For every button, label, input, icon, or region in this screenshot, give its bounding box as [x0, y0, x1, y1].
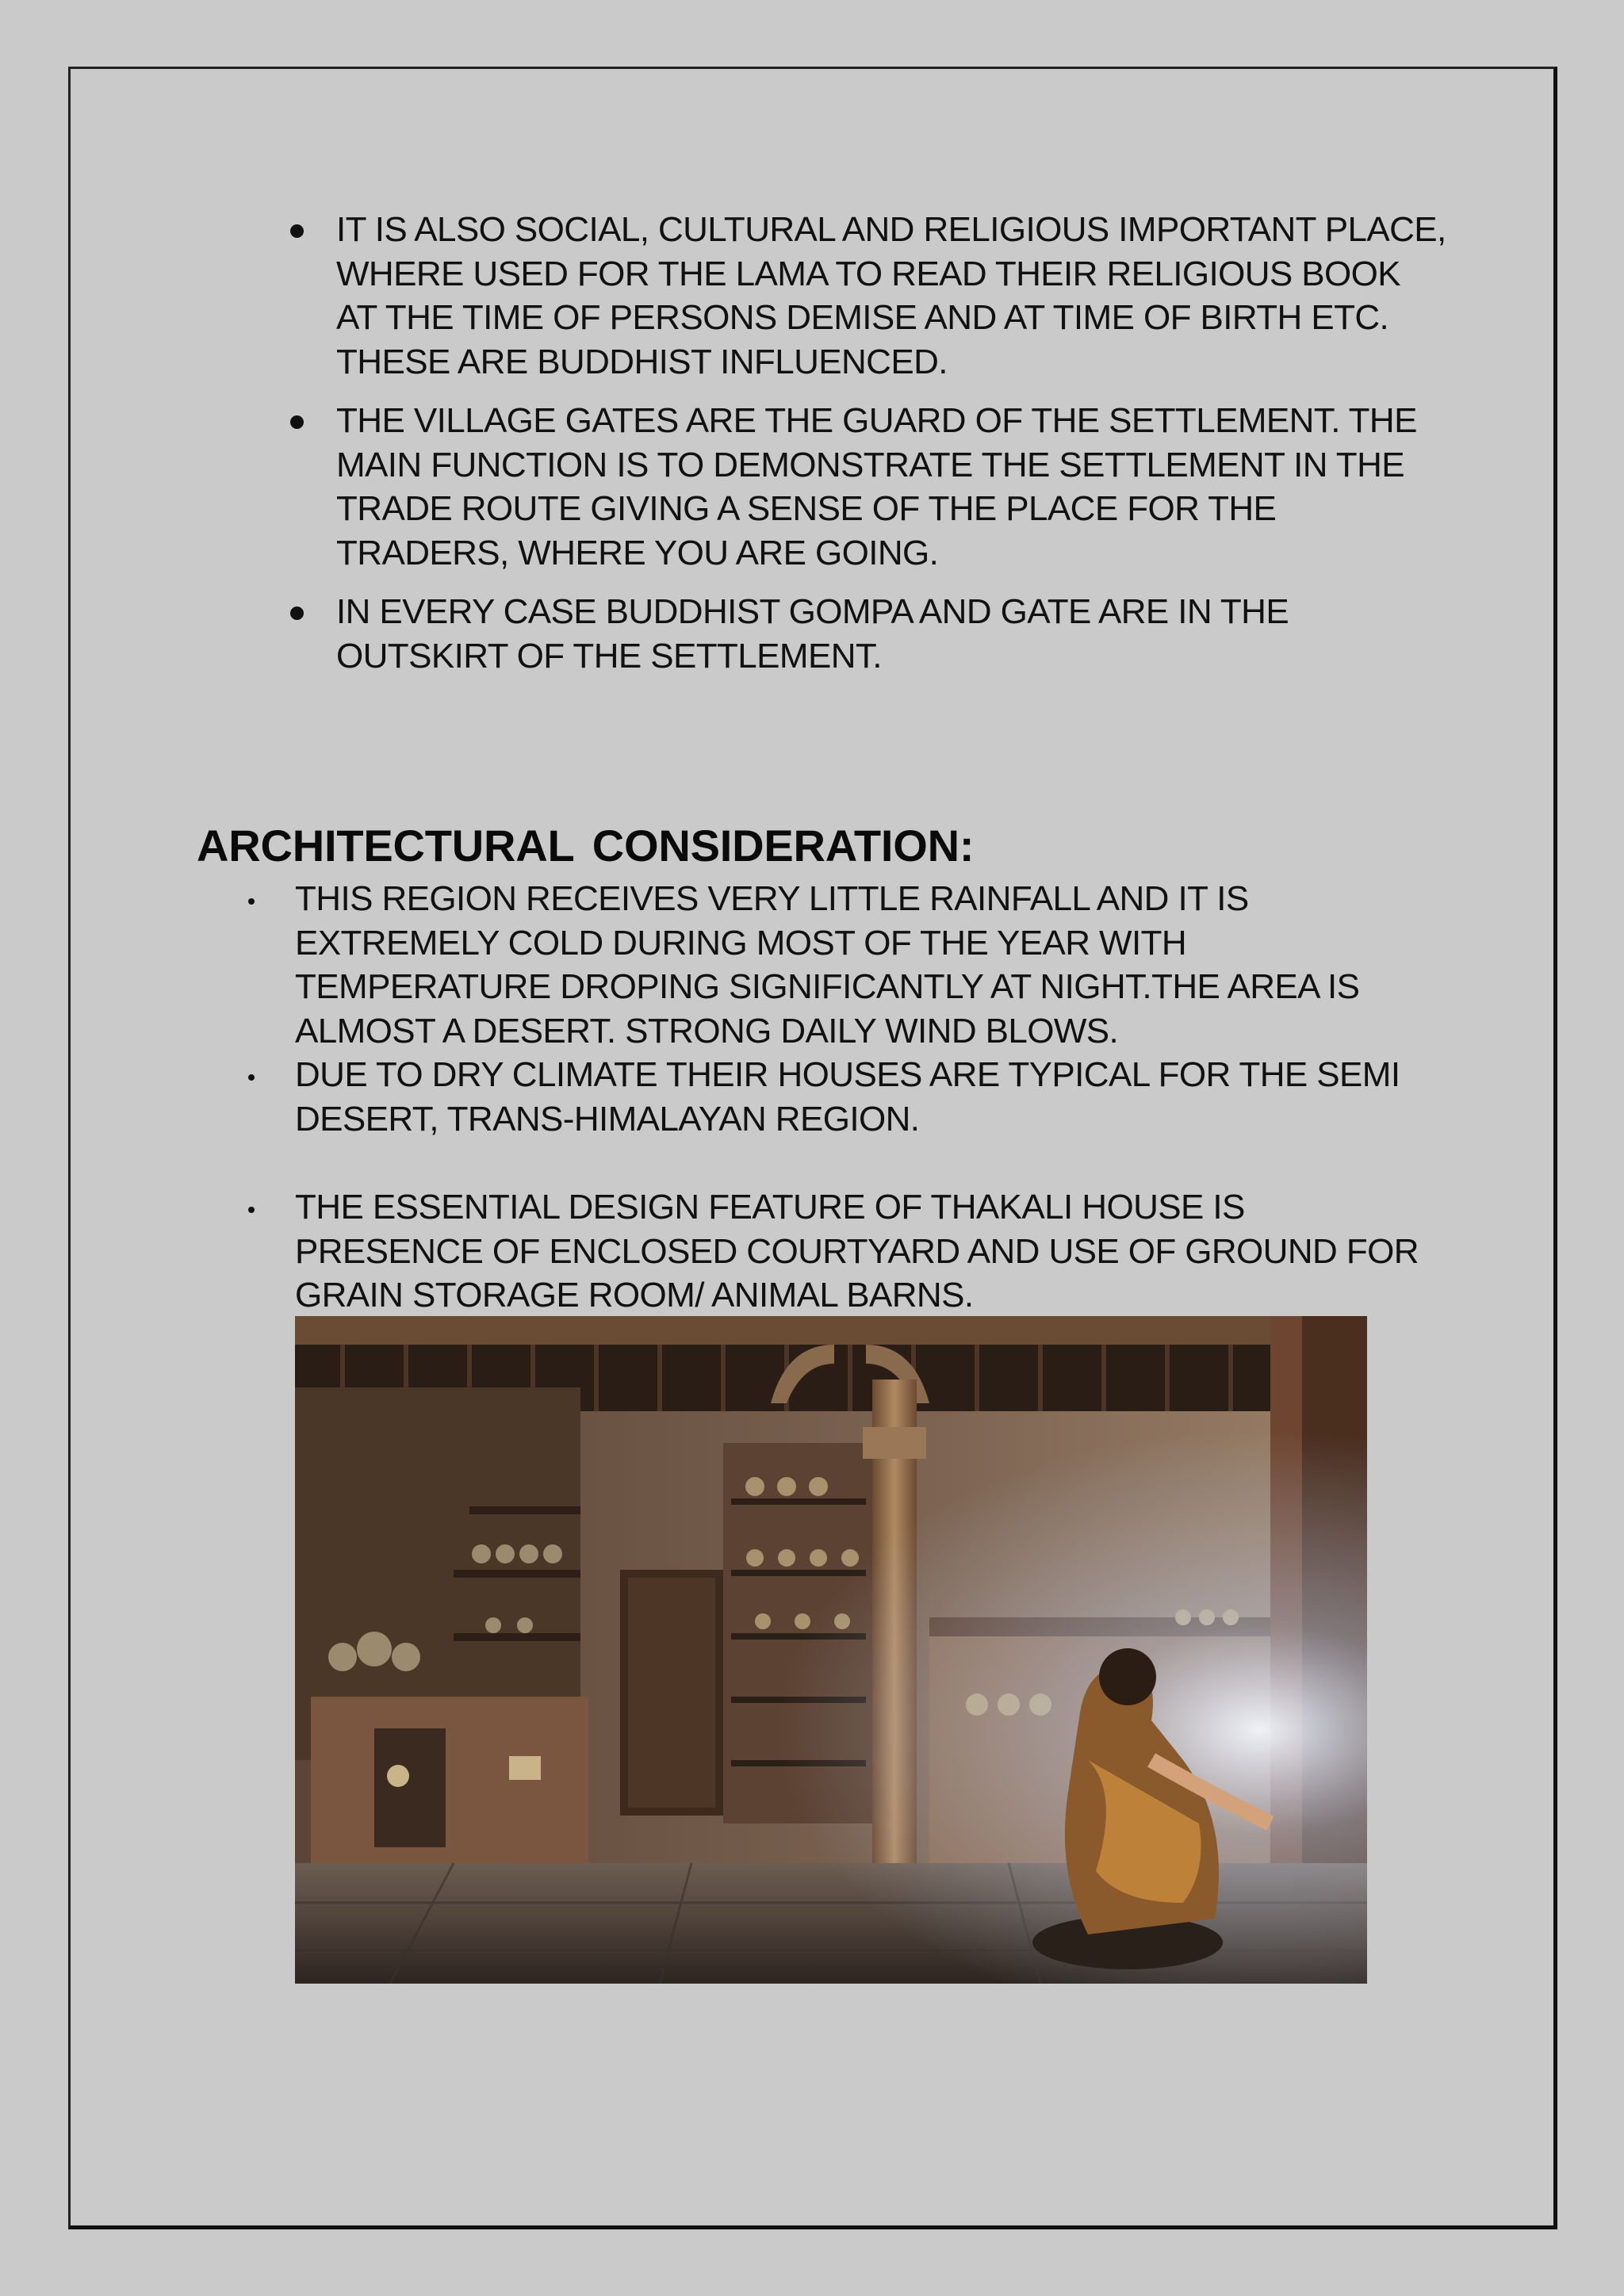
intro-bullet-list	[336, 208, 1446, 693]
bullet-text: THIS REGION RECEIVES VERY LITTLE RAINFALL AND IT IS EXTREMELY COLD DURING MOST OF THE YEAR WITH TEMPERATURE DROPING SIGNIFICANTLY AT NIGHT.THE AREA IS ALMOST A DESERT. STRONG DAILY WIND BLOWS.	[295, 879, 1360, 1050]
bullet-text: THE VILLAGE GATES ARE THE GUARD OF THE SETTLEMENT. THE MAIN FUNCTION IS TO DEMONSTRATE THE SETTLEMENT IN THE TRADE ROUTE GIVING A SENSE OF THE PLACE FOR THE TRADERS, WHERE YOU ARE GOING.	[336, 401, 1417, 572]
list-item	[336, 590, 1446, 678]
list-item	[336, 399, 1446, 575]
bullet-icon	[248, 1074, 255, 1081]
list-item	[295, 1185, 1437, 1318]
list-item	[336, 208, 1446, 384]
bullet-text: IT IS ALSO SOCIAL, CULTURAL AND RELIGIOUS IMPORTANT PLACE, WHERE USED FOR THE LAMA TO READ THEIR RELIGIOUS BOOK AT THE TIME OF PERSONS DEMISE AND AT TIME OF BIRTH ETC. THESE ARE BUDDHIST INFLUENCED.	[336, 210, 1446, 381]
bullet-icon	[248, 1207, 255, 1213]
bullet-text: IN EVERY CASE BUDDHIST GOMPA AND GATE ARE IN THE OUTSKIRT OF THE SETTLEMENT.	[336, 592, 1289, 675]
section-heading: ARCHITECTURAL CONSIDERATION:	[197, 821, 975, 871]
bullet-icon	[290, 224, 304, 238]
bullet-text: THE ESSENTIAL DESIGN FEATURE OF THAKALI HOUSE IS PRESENCE OF ENCLOSED COURTYARD AND USE OF GROUND FOR GRAIN STORAGE ROOM/ ANIMAL BARNS.	[295, 1188, 1419, 1314]
bullet-icon	[290, 607, 304, 620]
bullet-text: DUE TO DRY CLIMATE THEIR HOUSES ARE TYPICAL FOR THE SEMI DESERT, TRANS-HIMALAYAN REGION.	[295, 1055, 1400, 1138]
bullet-icon	[290, 415, 304, 429]
architecture-bullet-list	[295, 877, 1437, 1318]
bullet-icon	[248, 898, 255, 905]
list-item	[295, 877, 1437, 1053]
list-item	[295, 1053, 1437, 1141]
thakali-house-interior-photo	[295, 1316, 1367, 1984]
